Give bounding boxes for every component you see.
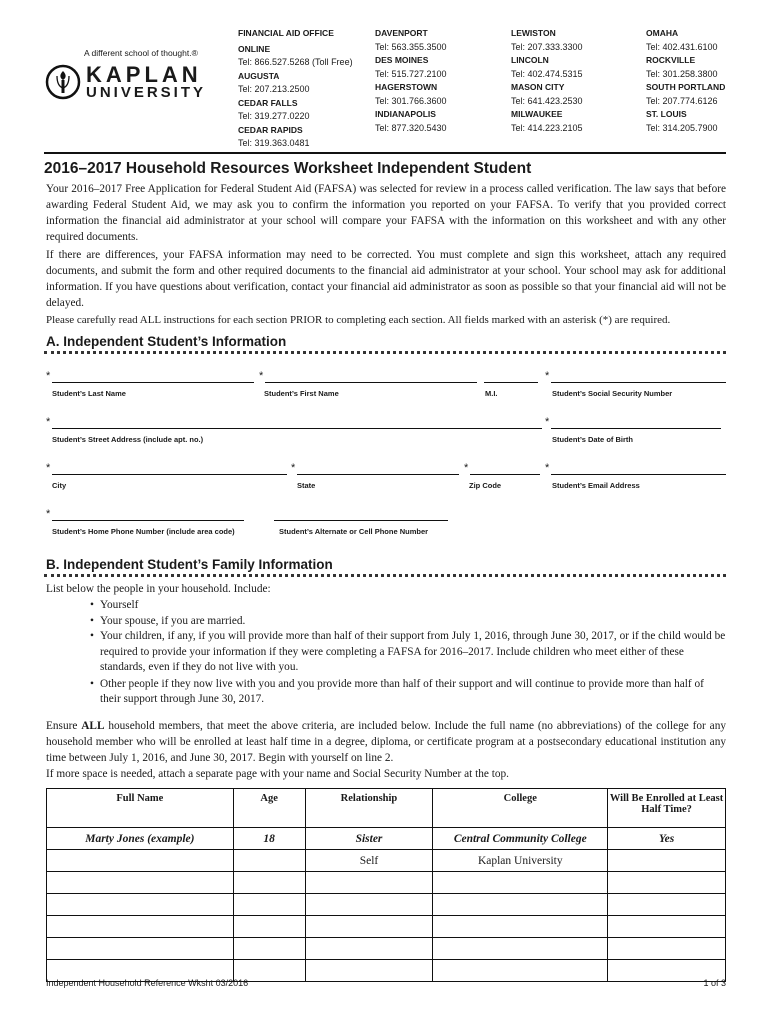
table-cell: Marty Jones (example): [47, 828, 234, 850]
contact-city: ROCKVILLE: [646, 55, 696, 65]
city-label: City: [52, 481, 67, 490]
contact-tel: Tel: 414.223.2105: [511, 122, 583, 133]
alt-phone-field[interactable]: [274, 520, 448, 521]
table-cell[interactable]: [233, 938, 305, 960]
table-cell[interactable]: [608, 938, 726, 960]
col-header-college: College: [433, 789, 608, 828]
contact-city: OMAHA: [646, 28, 679, 38]
page-title: 2016–2017 Household Resources Worksheet Independent Student: [44, 160, 532, 177]
section-b-heading: B. Independent Student’s Family Information: [46, 557, 333, 572]
footer-form-id: Independent Household Reference Wksht 03/2016: [46, 978, 249, 988]
required-marker: *: [46, 416, 51, 428]
required-marker: *: [545, 462, 550, 474]
required-marker: *: [545, 370, 550, 382]
required-marker: *: [46, 462, 51, 474]
table-cell: Sister: [305, 828, 433, 850]
table-row: [47, 850, 726, 872]
torch-seal-icon: [44, 62, 82, 102]
required-marker: *: [46, 508, 51, 520]
more-space-note: If more space is needed, attach a separate page with your name and Social Security Number at the top.: [46, 768, 509, 780]
contact-tel: Tel: 301.258.3800: [646, 68, 718, 79]
contact-tel: Tel: 319.277.0220: [238, 111, 310, 121]
table-cell[interactable]: [433, 894, 608, 916]
section-a-heading: A. Independent Student’s Information: [46, 334, 287, 349]
ssn-field[interactable]: [551, 382, 726, 383]
table-cell[interactable]: [305, 872, 433, 894]
contact-city: LINCOLN: [511, 55, 549, 65]
home-phone-label: Student’s Home Phone Number (include area code): [52, 527, 235, 536]
contact-tel: Tel: 319.363.0481: [238, 138, 310, 148]
intro-paragraph-3: Please carefully read ALL instructions for each section PRIOR to completing each section. All fields marked with an asterisk (*) are required.: [46, 314, 671, 326]
table-cell[interactable]: [47, 872, 234, 894]
kaplan-logo: [44, 62, 207, 104]
contact-city: HAGERSTOWN: [375, 82, 438, 92]
contact-tel: Tel: 866.527.5268 (Toll Free): [238, 57, 353, 67]
list-item: • Your spouse, if you are married.: [46, 614, 726, 630]
contact-column-2: [375, 27, 447, 135]
table-cell: Central Community College: [433, 828, 608, 850]
table-cell[interactable]: [233, 894, 305, 916]
header-divider: [44, 152, 726, 154]
table-cell: 18: [233, 828, 305, 850]
contact-tel: Tel: 207.774.6126: [646, 95, 718, 106]
contact-tel: Tel: 314.205.7900: [646, 122, 718, 133]
contact-tel: Tel: 877.320.5430: [375, 122, 447, 133]
col-header-relationship: Relationship: [305, 789, 433, 828]
state-label: State: [297, 481, 316, 490]
email-label: Student’s Email Address: [552, 481, 640, 490]
ssn-label: Student’s Social Security Number: [552, 389, 673, 398]
col-header-full-name: Full Name: [47, 789, 234, 828]
table-cell[interactable]: [608, 894, 726, 916]
table-cell: Yes: [608, 828, 726, 850]
table-cell[interactable]: [305, 894, 433, 916]
table-cell[interactable]: [47, 938, 234, 960]
ensure-paragraph: Ensure ALL household members, that meet the above criteria, are included below. Include the full name (no abbreviations) of the college for any household member who will be enrolled at least half time in a degree, diploma, or certificate program at a postsecondary educational institution any time between July 1, 2016, and June 30, 2017. Begin with yourself on line 2.: [46, 720, 726, 764]
list-item: • Other people if they now live with you and you provide more than half of their support and will continue to provide more than half of their support through June 30, 2017.: [46, 677, 726, 708]
footer-page-number: 1 of 3: [703, 978, 726, 988]
home-phone-field[interactable]: [52, 520, 244, 521]
table-cell[interactable]: [233, 916, 305, 938]
contact-city: CEDAR RAPIDS: [238, 124, 303, 135]
required-marker: *: [259, 370, 264, 382]
contact-tel: Tel: 402.474.5315: [511, 68, 583, 79]
required-marker: *: [545, 416, 550, 428]
section-a-divider: [44, 351, 726, 354]
table-cell: Kaplan University: [433, 850, 608, 872]
list-intro: List below the people in your household. Include:: [46, 583, 271, 595]
street-address-label: Student’s Street Address (include apt. no.): [52, 435, 204, 444]
col-header-age: Age: [233, 789, 305, 828]
street-address-field[interactable]: [52, 428, 542, 429]
contact-city: AUGUSTA: [238, 70, 280, 81]
dob-field[interactable]: [551, 428, 721, 429]
brand-subname: UNIVERSITY: [86, 84, 207, 101]
contact-tel: Tel: 207.333.3300: [511, 41, 583, 52]
table-row: [47, 872, 726, 894]
required-marker: *: [464, 462, 469, 474]
example-row: [47, 828, 726, 850]
last-name-label: Student’s Last Name: [52, 389, 126, 398]
contact-column-1: [238, 27, 353, 151]
table-cell[interactable]: [233, 872, 305, 894]
table-cell[interactable]: [233, 850, 305, 872]
zip-label: Zip Code: [469, 481, 502, 490]
section-b-divider: [44, 574, 726, 577]
contact-city: MASON CITY: [511, 82, 565, 92]
first-name-field[interactable]: [265, 382, 477, 383]
table-cell[interactable]: [608, 872, 726, 894]
contact-city: LEWISTON: [511, 28, 556, 38]
table-cell[interactable]: [305, 938, 433, 960]
contact-tel: Tel: 563.355.3500: [375, 41, 447, 52]
intro-paragraph-1: Your 2016–2017 Free Application for Federal Student Aid (FAFSA) was selected for review in a process called verification. The law says that before awarding Federal Student Aid, we may ask you to confirm the information you reported on your FAFSA. To verify that you provided correct information the financial aid administrator at your school will compare your FAFSA with the information on this worksheet and with any other required documents.: [46, 183, 726, 243]
middle-initial-field[interactable]: [484, 382, 538, 383]
contact-tel: Tel: 207.213.2500: [238, 84, 310, 94]
email-field[interactable]: [551, 474, 726, 475]
table-cell[interactable]: [608, 850, 726, 872]
state-field[interactable]: [297, 474, 459, 475]
table-cell[interactable]: [433, 960, 608, 982]
contact-city: DAVENPORT: [375, 28, 428, 38]
contact-city: INDIANAPOLIS: [375, 109, 436, 119]
contact-city: DES MOINES: [375, 55, 429, 65]
alt-phone-label: Student’s Alternate or Cell Phone Number: [279, 527, 429, 536]
contact-column-4: [646, 27, 725, 135]
contact-city: SOUTH PORTLAND: [646, 82, 726, 92]
middle-initial-label: M.I.: [485, 389, 498, 398]
contact-city: ST. LOUIS: [646, 109, 687, 119]
office-heading: FINANCIAL AID OFFICE: [238, 28, 334, 38]
contact-city: ONLINE: [238, 43, 271, 54]
table-cell[interactable]: [433, 938, 608, 960]
household-table: [46, 788, 726, 982]
table-header-row: [47, 789, 726, 828]
household-criteria-list: [46, 598, 726, 708]
intro-paragraph-2: If there are differences, your FAFSA information may need to be corrected. You must complete and sign this worksheet, attach any required documents, and submit the form and other required documents to the financial aid administrator at your school. Your school may ask for additional information. If you have questions about verification, contact your financial aid administrator as soon as possible so that your financial aid will not be delayed.: [46, 249, 726, 309]
tagline: A different school of thought.®: [84, 48, 198, 58]
table-cell[interactable]: [305, 916, 433, 938]
first-name-label: Student’s First Name: [264, 389, 339, 398]
contact-column-3: [511, 27, 583, 135]
contact-tel: Tel: 402.431.6100: [646, 41, 718, 52]
list-item: • Your children, if any, if you will provide more than half of their support from July 1, 2016, through June 30, 2017, or if the child would be required to provide your information if they were completing a FAFSA for 2016–2017. Include children who meet either of these standards, even if they do not live with you.: [46, 629, 726, 676]
table-cell[interactable]: [608, 916, 726, 938]
last-name-field[interactable]: [52, 382, 254, 383]
list-item: • Yourself: [46, 598, 726, 614]
table-row: [47, 894, 726, 916]
table-cell: Self: [305, 850, 433, 872]
contact-city: MILWAUKEE: [511, 109, 563, 119]
table-cell[interactable]: [433, 872, 608, 894]
table-cell[interactable]: [305, 960, 433, 982]
contact-city: CEDAR FALLS: [238, 97, 298, 108]
required-marker: *: [291, 462, 296, 474]
table-row: [47, 938, 726, 960]
table-cell[interactable]: [47, 850, 234, 872]
contact-tel: Tel: 641.423.2530: [511, 95, 583, 106]
required-marker: *: [46, 370, 51, 382]
table-cell[interactable]: [433, 916, 608, 938]
contact-tel: Tel: 515.727.2100: [375, 68, 447, 79]
dob-label: Student’s Date of Birth: [552, 435, 633, 444]
contact-tel: Tel: 301.766.3600: [375, 95, 447, 106]
table-cell[interactable]: [47, 894, 234, 916]
col-header-enrolled: Will Be Enrolled at Least Half Time?: [608, 789, 726, 828]
table-cell[interactable]: [47, 916, 234, 938]
table-row: [47, 916, 726, 938]
city-field[interactable]: [52, 474, 287, 475]
brand-name: KAPLAN: [86, 62, 202, 87]
zip-field[interactable]: [470, 474, 540, 475]
